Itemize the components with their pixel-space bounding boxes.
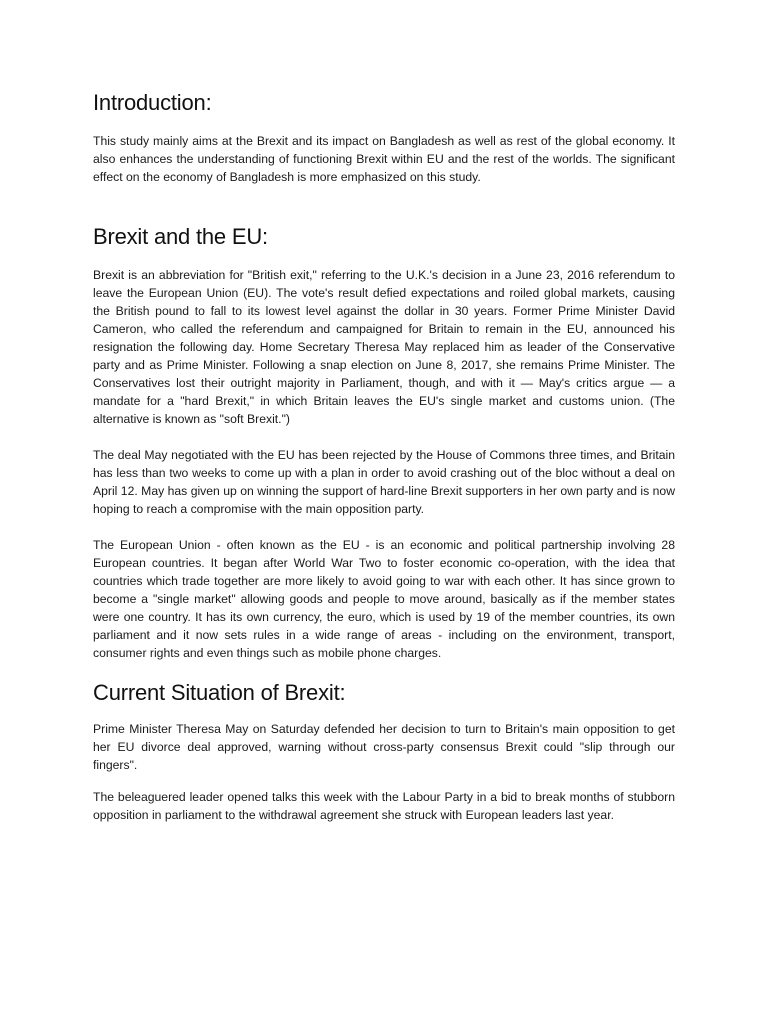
document-page <box>93 88 675 824</box>
introduction-paragraph: This study mainly aims at the Brexit and its impact on Bangladesh as well as rest of the global economy. It also enhances the understanding of functioning Brexit within EU and the rest of the worlds. The significant effect on the economy of Bangladesh is more emphasized on this study. <box>93 134 675 184</box>
current-situation-paragraph-2: The beleaguered leader opened talks this week with the Labour Party in a bid to break months of stubborn opposition in parliament to the withdrawal agreement she struck with European leaders last year. <box>93 790 675 822</box>
european-union-paragraph: The European Union - often known as the EU - is an economic and political partnership involving 28 European countries. It began after World War Two to foster economic co-operation, with the idea that countries which trade together are more likely to avoid going to war with each other. It has since grown to become a "single market" allowing goods and people to move around, basically as if the member states were one country. It has its own currency, the euro, which is used by 19 of the member countries, its own parliament and it now sets rules in a wide range of areas - including on the environment, transport, consumer rights and even things such as mobile phone charges. <box>93 538 675 660</box>
current-situation-paragraph-1: Prime Minister Theresa May on Saturday defended her decision to turn to Britain's main opposition to get her EU divorce deal approved, warning without cross-party consensus Brexit could "slip through our fingers". <box>93 722 675 772</box>
current-situation-heading: Current Situation of Brexit: <box>93 680 346 705</box>
introduction-heading: Introduction: <box>93 90 212 115</box>
brexit-definition-paragraph: Brexit is an abbreviation for "British exit," referring to the U.K.'s decision in a June 23, 2016 referendum to leave the European Union (EU). The vote's result defied expectations and roiled global markets, causing the British pound to fall to its lowest level against the dollar in 30 years. Former Prime Minister David Cameron, who called the referendum and campaigned for Britain to remain in the EU, announced his resignation the following day. Home Secretary Theresa May replaced him as leader of the Conservative party and as Prime Minister. Following a snap election on June 8, 2017, she remains Prime Minister. The Conservatives lost their outright majority in Parliament, though, and with it — May's critics argue — a mandate for a "hard Brexit," in which Britain leaves the EU's single market and customs union. (The alternative is known as "soft Brexit.") <box>93 268 675 426</box>
brexit-and-eu-heading: Brexit and the EU: <box>93 224 268 249</box>
brexit-deal-paragraph: The deal May negotiated with the EU has been rejected by the House of Commons three times, and Britain has less than two weeks to come up with a plan in order to avoid crashing out of the bloc without a deal on April 12. May has given up on winning the support of hard-line Brexit supporters in her own party and is now hoping to reach a compromise with the main opposition party. <box>93 448 675 516</box>
